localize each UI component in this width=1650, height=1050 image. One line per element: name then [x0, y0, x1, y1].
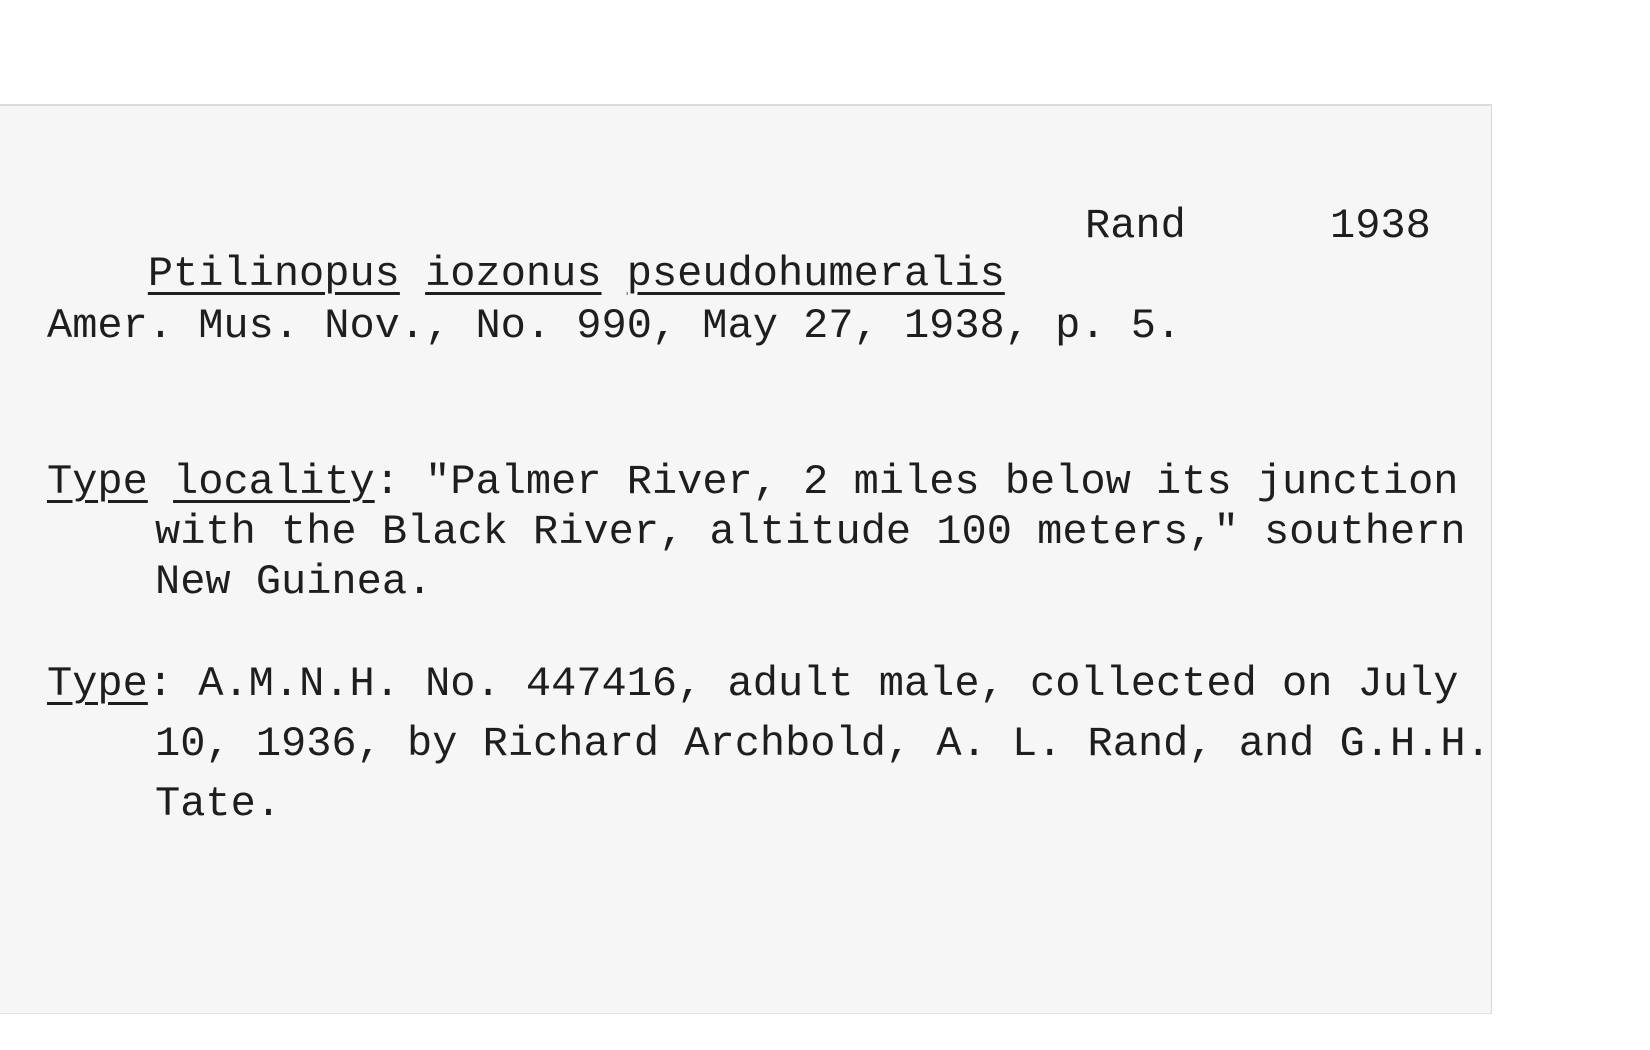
type-line-2: 10, 1936, by Richard Archbold, A. L. Rand, and G.H.H. [155, 720, 1491, 768]
species-name: iozonus [425, 250, 602, 298]
subspecies-name: pseudohumeralis [626, 250, 1005, 298]
type-locality-line-1 [47, 458, 1458, 506]
type-locality-label-word1: Type [47, 458, 148, 506]
type-line-1 [47, 660, 1458, 708]
citation-line: Amer. Mus. Nov., No. 990, May 27, 1938, p. 5. [47, 302, 1182, 350]
type-locality-line-2: with the Black River, altitude 100 meters," southern [155, 508, 1466, 556]
type-colon: : [147, 660, 174, 708]
type-locality-label-word2: locality [173, 458, 375, 506]
type-label: Type [47, 660, 148, 708]
type-text-1: A.M.N.H. No. 447416, adult male, collected on July [173, 660, 1459, 708]
type-locality-colon: : [374, 458, 400, 506]
type-locality-line-3: New Guinea. [155, 558, 433, 606]
type-locality-text-1: "Palmer River, 2 miles below its junction [399, 458, 1459, 506]
catalog-card [0, 104, 1492, 1014]
author-name: Rand [1085, 202, 1186, 250]
genus-name: Ptilinopus [147, 250, 400, 298]
type-line-3: Tate. [155, 780, 282, 828]
description-year: 1938 [1330, 202, 1431, 250]
